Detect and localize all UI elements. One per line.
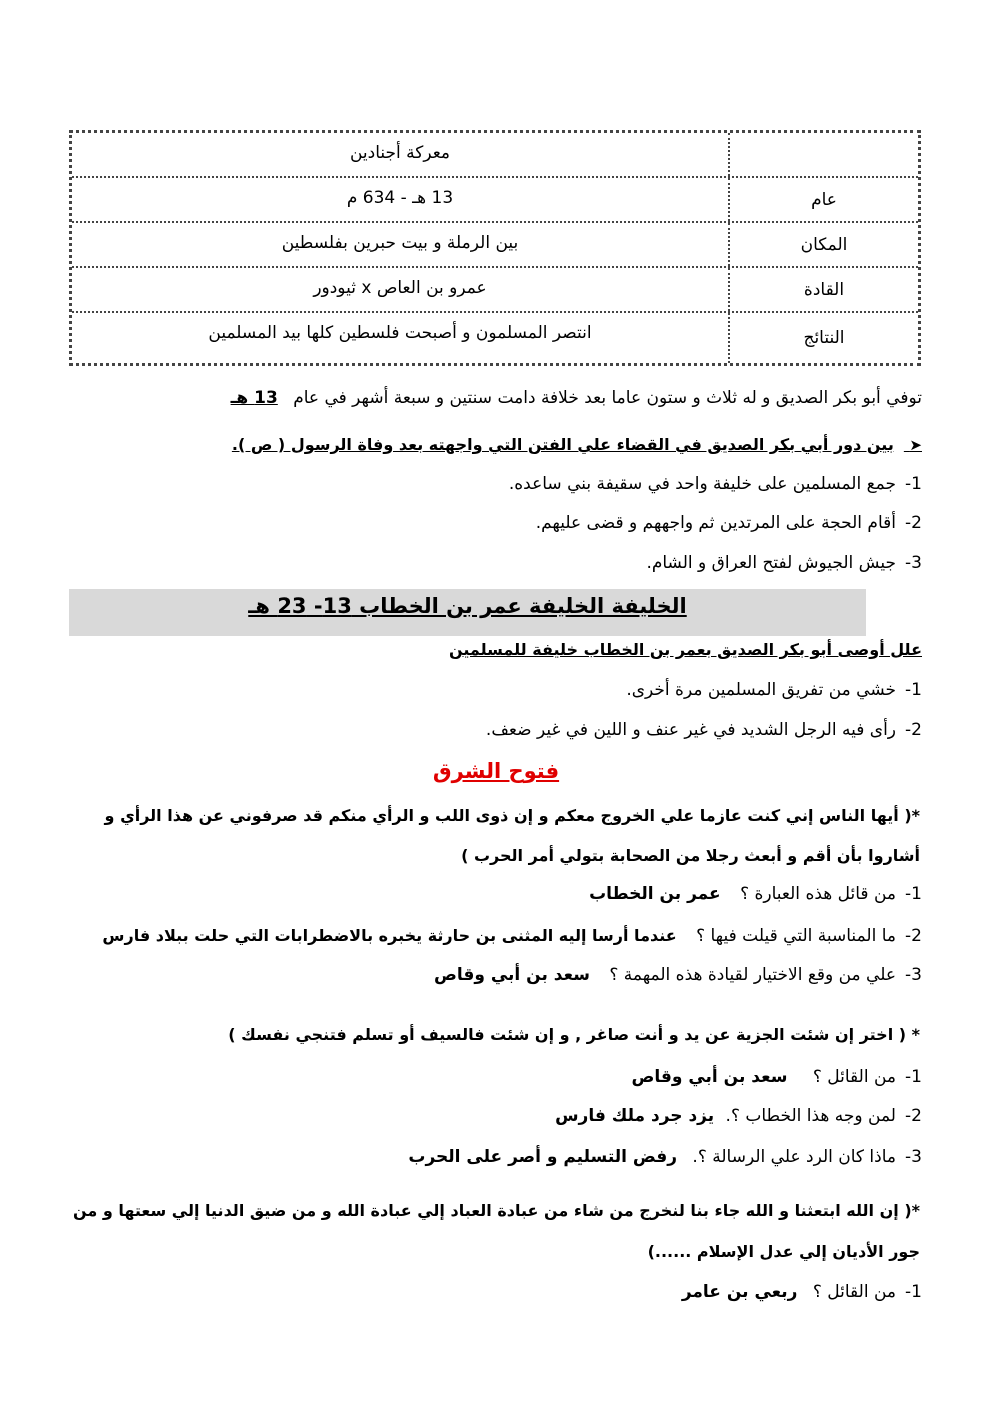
list-item: [646, 553, 922, 573]
item-number: 1-: [905, 474, 922, 494]
item-number: 2-: [905, 513, 922, 533]
item-text: خشي من تفريق المسلمين مرة أخرى.: [626, 680, 896, 700]
answer-text: عمر بن الخطاب: [589, 884, 721, 904]
quote-2: * ( اختر إن شئت الجزية عن يد و أنت صاغر , و إن شئت فالسيف أو تسلم فتنجي نفسك ): [228, 1025, 920, 1044]
table-row-label: القادة: [728, 268, 918, 311]
quote-3-line-1: *( إن الله ابتعثنا و الله جاء بنا لنخرج من شاء من عبادة العباد إلي عبادة الله و من ضيق الدنيا إلي سعتها و من: [72, 1201, 920, 1220]
east-title: فتوح الشرق: [432, 759, 560, 783]
item-number: 2-: [905, 926, 922, 946]
table-row-label: النتائج: [728, 313, 918, 363]
question-text: ماذا كان الرد علي الرسالة ؟.: [692, 1147, 896, 1167]
question-text: علي من وقع الاختيار لقيادة هذه المهمة ؟: [609, 965, 896, 985]
table-title-row: [72, 133, 918, 178]
question-text: من القائل ؟: [812, 1067, 896, 1087]
item-number: 1-: [905, 884, 922, 904]
answer-text: ربعي بن عامر: [681, 1282, 798, 1302]
item-number: 1-: [905, 1282, 922, 1302]
answer-text: سعد بن أبي وقاص: [631, 1067, 788, 1087]
death-line-text: توفي أبو بكر الصديق و له ثلاث و ستون عاما بعد خلافة دامت سنتين و سبعة أشهر في عام: [293, 388, 922, 408]
umar-title: الخليفة الخليفة عمر بن الخطاب 13- 23 هـ: [248, 594, 687, 618]
table-title: معركة أجنادين: [349, 143, 451, 163]
answer-text: رفض التسليم و أصر على الحرب: [408, 1147, 678, 1167]
item-number: 3-: [905, 1147, 922, 1167]
question-text: ما المناسبة التي قيلت فيها ؟: [696, 926, 896, 946]
item-number: 3-: [905, 965, 922, 985]
table-row-value: انتصر المسلمون و أصبحت فلسطين كلها بيد المسلمين: [208, 323, 592, 343]
table-row: [72, 223, 918, 268]
table-row-value: بين الرملة و بيت حبرين بفلسطين: [281, 233, 519, 253]
battle-table: [69, 130, 921, 366]
list-item: [408, 1147, 922, 1167]
quote-1-line-1: *( أيها الناس إني كنت عازما علي الخروج معكم و إن ذوى اللب و الرأي منكم قد صرفوني عن هذا الرأي و: [104, 806, 920, 825]
table-row-value: 13 هـ - 634 م: [346, 188, 454, 208]
list-item: [102, 926, 922, 946]
list-item: [631, 1067, 922, 1087]
umar-subheading: علل أوصى أبو بكر الصديق بعمر بن الخطاب خليفة للمسلمين: [448, 640, 922, 659]
question-text: لمن وجه هذا الخطاب ؟.: [725, 1106, 896, 1126]
table-row: [72, 178, 918, 223]
item-number: 3-: [905, 553, 922, 573]
item-number: 1-: [905, 680, 922, 700]
question-text: من قائل هذه العبارة ؟: [740, 884, 896, 904]
item-text: جيش الجيوش لفتح العراق و الشام.: [646, 553, 896, 573]
item-number: 2-: [905, 1106, 922, 1126]
role-heading-text: بين دور أبي بكر الصديق في القضاء علي الفتن التي واجهته بعد وفاة الرسول ( ص ).: [231, 435, 894, 454]
table-title-label-cell: [728, 133, 918, 176]
arrow-bullet-icon: ➤: [909, 436, 922, 454]
answer-text: يزد جرد ملك فارس: [555, 1106, 715, 1126]
question-text: من القائل ؟: [812, 1282, 896, 1302]
death-year: 13 هـ: [230, 388, 278, 408]
item-number: 2-: [905, 720, 922, 740]
list-item: [682, 1282, 922, 1302]
item-number: 1-: [905, 1067, 922, 1087]
table-row-value: عمرو بن العاص x ثيودور: [313, 278, 487, 298]
answer-text: عندما أرسا إليه المثنى بن حارثة يخبره بالاضطرابات التي حلت ببلاد فارس: [102, 926, 677, 945]
list-item: [486, 720, 922, 740]
table-row-label: عام: [728, 178, 918, 221]
list-item: [434, 965, 922, 985]
death-line: [231, 388, 922, 408]
item-text: أقام الحجة على المرتدين ثم واجههم و قضى عليهم.: [535, 513, 896, 533]
item-text: جمع المسلمين على خليفة واحد في سقيفة بني ساعده.: [508, 474, 896, 494]
item-text: رأى فيه الرجل الشديد في غير عنف و اللين في غير ضعف.: [485, 720, 896, 740]
answer-text: سعد بن أبي وقاص: [433, 965, 590, 985]
table-row: [72, 268, 918, 313]
list-item: [555, 1106, 922, 1126]
list-item: [536, 513, 922, 533]
quote-3-line-2: جور الأديان إلي عدل الإسلام ......): [647, 1242, 920, 1261]
table-row: [72, 313, 918, 363]
list-item: [509, 474, 922, 494]
table-row-label: المكان: [728, 223, 918, 266]
list-item: [589, 884, 922, 904]
role-heading: [232, 435, 922, 454]
list-item: [626, 680, 922, 700]
quote-1-line-2: أشاروا بأن أقم و أبعث رجلا من الصحابة بتولي أمر الحرب ): [461, 846, 920, 865]
